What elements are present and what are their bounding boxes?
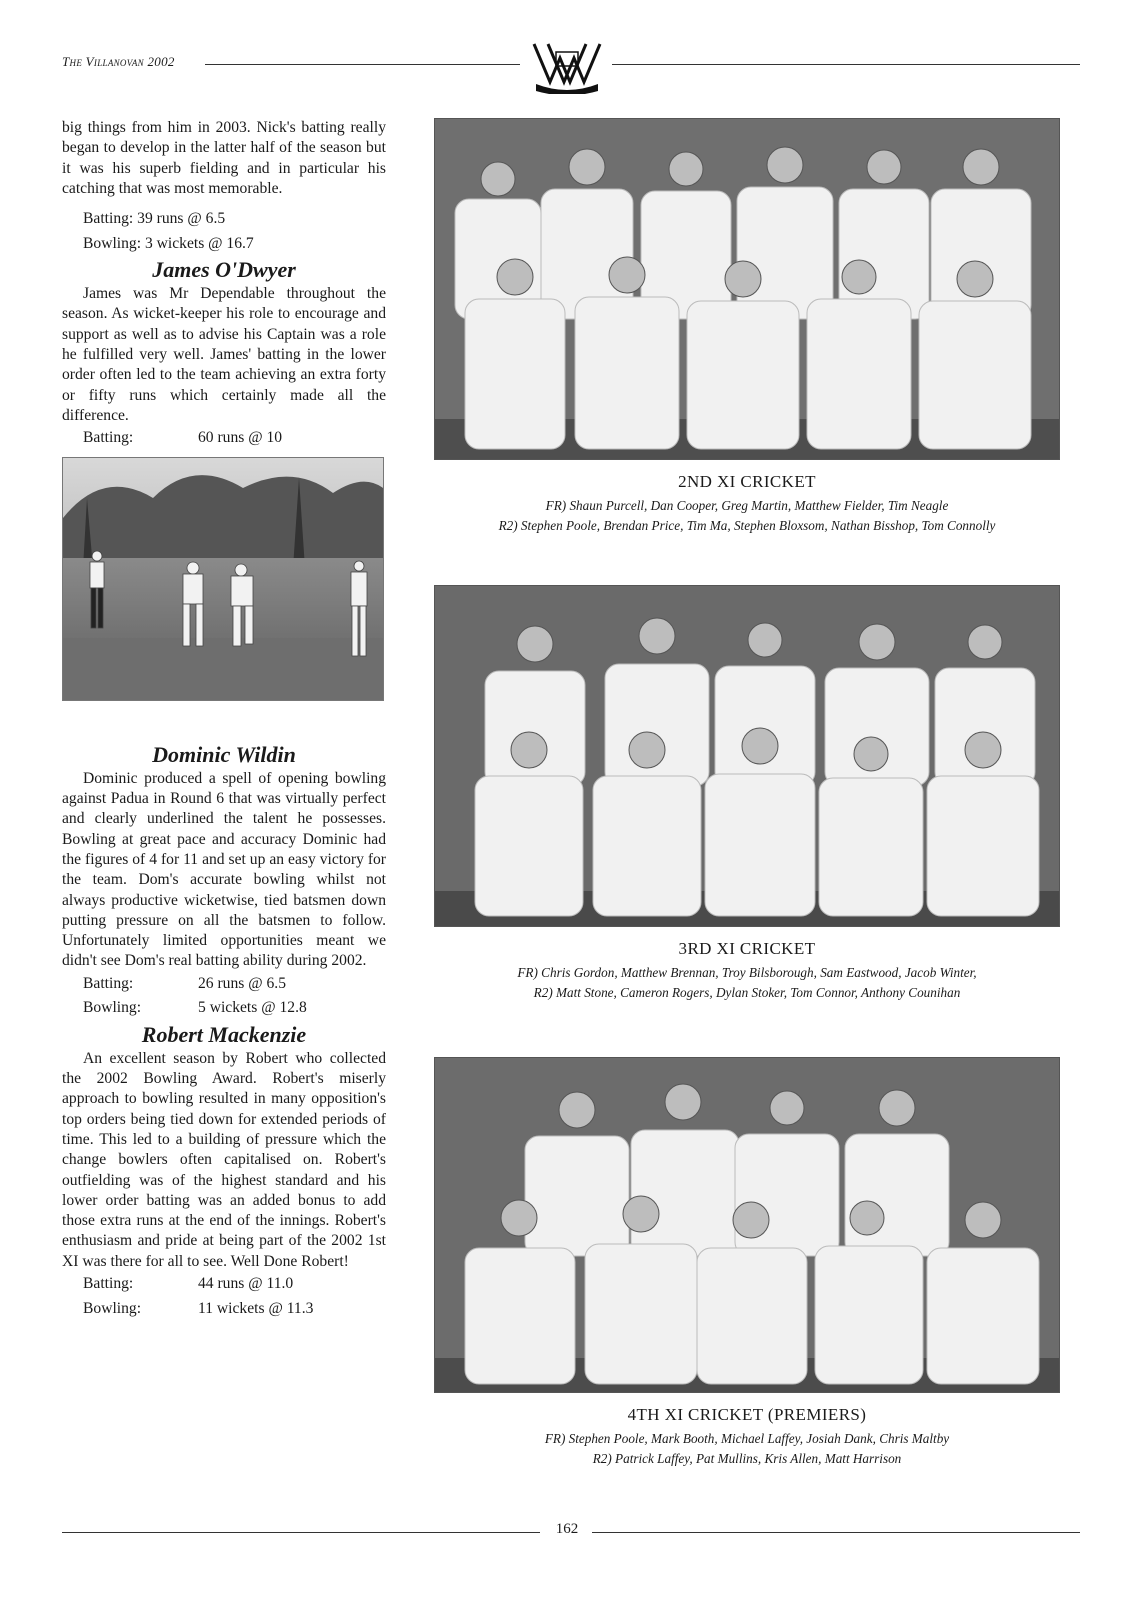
page-number: 162 (555, 1521, 579, 1537)
stat-label: Batting: (83, 974, 134, 992)
footer-rule-left (62, 1532, 540, 1533)
team-photo-4th-xi (434, 1057, 1060, 1393)
intro-bowling-stat: Bowling: 3 wickets @ 16.7 (83, 234, 254, 252)
team-photo-3rd-xi (434, 585, 1060, 927)
back-row-names: R2) Matt Stone, Cameron Rogers, Dylan Stoker, Tom Connor, Anthony Counihan (533, 985, 961, 1000)
left-column (62, 118, 386, 1321)
header-rule-right (612, 64, 1080, 65)
stat-value: 60 runs @ 10 (198, 429, 283, 447)
footer-rule-right (592, 1532, 1080, 1533)
header-rule-left (205, 64, 520, 65)
mackenzie-paragraph: An excellent season by Robert who collected the 2002 Bowling Award. Robert's miserly approach to bowling resulted in many opposition's top orders being tied down for extended periods of time. This led to a building of pressure which the change bowlers often capitalised on. Robert's outfielding was of the highest standard and his lower order batting was an added bonus to add those extra runs at the end of the innings. Robert's enthusiasm and pride at being part of the 2002 1st XI was there for all to see. Well Done Robert! (62, 1049, 386, 1270)
front-row-names: FR) Chris Gordon, Matthew Brennan, Troy Bilsborough, Sam Eastwood, Jacob Winter, (517, 965, 977, 980)
stat-label: Batting: (83, 1275, 134, 1292)
mackenzie-bowling-stat (62, 1297, 386, 1322)
wildin-paragraph: Dominic produced a spell of opening bowling against Padua in Round 6 that was virtually perfect and clearly underlined the talent he possesses. Bowling at great pace and accuracy Dominic had the figures of 4 for 11 and set up an easy victory for the team. Dom's accurate bowling whilst not always productive wicketwise, tied batsmen down putting pressure on all the batsmen to follow. Unfortunately limited opportunities meant we didn't see Dom's real batting ability during 2002. (62, 769, 386, 970)
stat-value: 5 wickets @ 12.8 (198, 999, 307, 1017)
odwyer-paragraph: James was Mr Dependable throughout the season. As wicket-keeper his role to encourage and support as well as to advise his Captain was a role he fulfilled very well. James' batting in the lower order often led to the team achieving an extra forty or fifty runs which certainly made all the difference. (62, 285, 386, 424)
front-row-names: FR) Shaun Purcell, Dan Cooper, Greg Martin, Matthew Fielder, Tim Neagle (545, 498, 949, 513)
mackenzie-batting-stat (62, 1272, 386, 1297)
cricket-match-photo (62, 457, 384, 701)
stat-label: Batting: (83, 429, 134, 447)
back-row-names: R2) Stephen Poole, Brendan Price, Tim Ma, Stephen Bloxsom, Nathan Bisshop, Tom Connolly (498, 518, 996, 533)
front-row-names: FR) Stephen Poole, Mark Booth, Michael Laffey, Josiah Dank, Chris Maltby (544, 1431, 950, 1446)
team-title: 4TH XI CRICKET (PREMIERS) (627, 1405, 867, 1424)
stat-label: Bowling: (83, 1299, 142, 1317)
school-crest-logo (528, 38, 606, 94)
team-title: 2ND XI CRICKET (678, 472, 816, 491)
stat-value: 44 runs @ 11.0 (198, 1275, 294, 1292)
team-title: 3RD XI CRICKET (678, 939, 816, 958)
stat-value: 11 wickets @ 11.3 (198, 1299, 314, 1317)
wildin-batting-stat (62, 972, 386, 997)
mackenzie-heading: Robert Mackenzie (141, 1021, 307, 1047)
wildin-heading: Dominic Wildin (152, 741, 296, 767)
wildin-bowling-stat (62, 996, 386, 1021)
intro-paragraph: big things from him in 2003. Nick's batting really began to develop in the latter half of the season but it was his superb fielding and in particular his catching that was most memorable. (62, 119, 386, 197)
team-photo-2nd-xi (434, 118, 1060, 460)
odwyer-heading: James O'Dwyer (152, 257, 296, 283)
stat-label: Bowling: (83, 999, 142, 1017)
page-header (0, 0, 1132, 110)
intro-batting-stat: Batting: 39 runs @ 6.5 (83, 210, 226, 228)
team-4th-xi (434, 1057, 1060, 1469)
back-row-names: R2) Patrick Laffey, Pat Mullins, Kris Allen, Matt Harrison (592, 1451, 902, 1466)
team-2nd-xi (434, 118, 1060, 536)
stat-value: 26 runs @ 6.5 (198, 974, 286, 992)
team-3rd-xi (434, 585, 1060, 1003)
odwyer-batting-stat (62, 426, 386, 451)
publication-title: The Villanovan 2002 (62, 54, 175, 69)
